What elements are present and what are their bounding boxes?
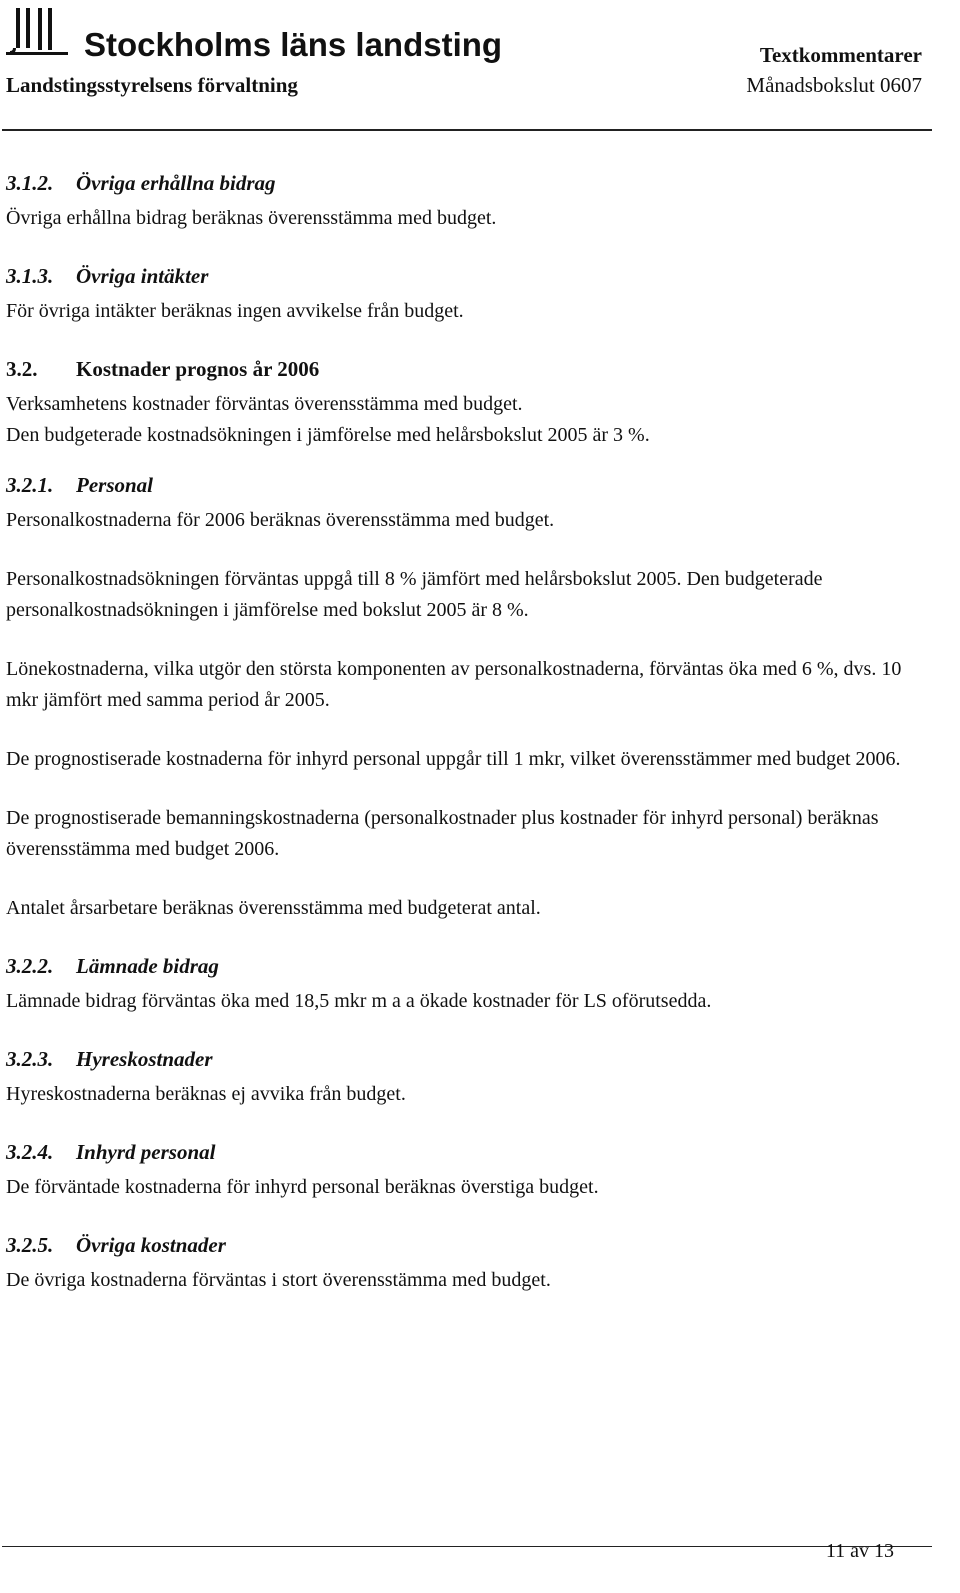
paragraph: De förväntade kostnaderna för inhyrd personal beräknas överstiga budget.	[6, 1176, 599, 1198]
heading-3-2-3: 3.2.3. Hyreskostnader	[6, 1047, 213, 1071]
paragraph: Den budgeterade kostnadsökningen i jämförelse med helårsbokslut 2005 är 3 %.	[6, 424, 650, 446]
heading-3-2: 3.2. Kostnader prognos år 2006	[6, 357, 320, 381]
page-number: 11 av 13	[825, 1540, 894, 1562]
heading-3-2-4: 3.2.4. Inhyrd personal	[6, 1140, 216, 1164]
paragraph: Personalkostnaderna för 2006 beräknas överensstämma med budget.	[6, 509, 555, 531]
heading-3-1-2: 3.1.2. Övriga erhållna bidrag	[6, 171, 276, 195]
paragraph: Antalet årsarbetare beräknas överensstämma med budgeterat antal.	[6, 897, 541, 919]
sll-logo	[6, 4, 503, 64]
paragraph: Övriga erhållna bidrag beräknas överensstämma med budget.	[6, 207, 497, 229]
logo-text: Stockholms läns landsting	[84, 26, 503, 63]
organization-name: Landstingsstyrelsens förvaltning	[6, 73, 298, 97]
paragraph: Lämnade bidrag förväntas öka med 18,5 mkr m a a ökade kostnader för LS oförutsedda.	[6, 990, 712, 1012]
paragraph: För övriga intäkter beräknas ingen avvikelse från budget.	[6, 300, 464, 322]
document-body	[6, 169, 936, 1296]
header-divider	[2, 129, 932, 131]
paragraph: De prognostiserade bemanningskostnaderna (personalkostnader plus kostnader för inhyrd personal) beräknas överensstämma med budget 2006.	[6, 807, 879, 860]
paragraph: Verksamhetens kostnader förväntas överensstämma med budget.	[6, 393, 523, 415]
paragraph: De prognostiserade kostnaderna för inhyrd personal uppgår till 1 mkr, vilket överensstämmer med budget 2006.	[6, 748, 901, 770]
paragraph: De övriga kostnaderna förväntas i stort överensstämma med budget.	[6, 1269, 551, 1291]
heading-3-2-2: 3.2.2. Lämnade bidrag	[6, 954, 219, 978]
paragraph: Lönekostnaderna, vilka utgör den största komponenten av personalkostnaderna, förväntas öka med 6 %, dvs. 10 mkr jämfört med samma period år 2005.	[6, 658, 902, 711]
heading-3-2-1: 3.2.1. Personal	[6, 473, 154, 497]
paragraph: Personalkostnadsökningen förväntas uppgå till 8 % jämfört med helårsbokslut 2005. Den budgeterade personalkostnadsökningen i jämförelse med bokslut 2005 är 8 %.	[6, 568, 823, 621]
heading-3-1-3: 3.1.3. Övriga intäkter	[6, 264, 209, 288]
paragraph: Hyreskostnaderna beräknas ej avvika från budget.	[6, 1083, 406, 1105]
heading-3-2-5: 3.2.5. Övriga kostnader	[6, 1233, 226, 1257]
document-subtitle: Månadsbokslut 0607	[746, 73, 922, 97]
footer-divider	[2, 1546, 932, 1547]
document-title: Textkommentarer	[759, 43, 922, 67]
